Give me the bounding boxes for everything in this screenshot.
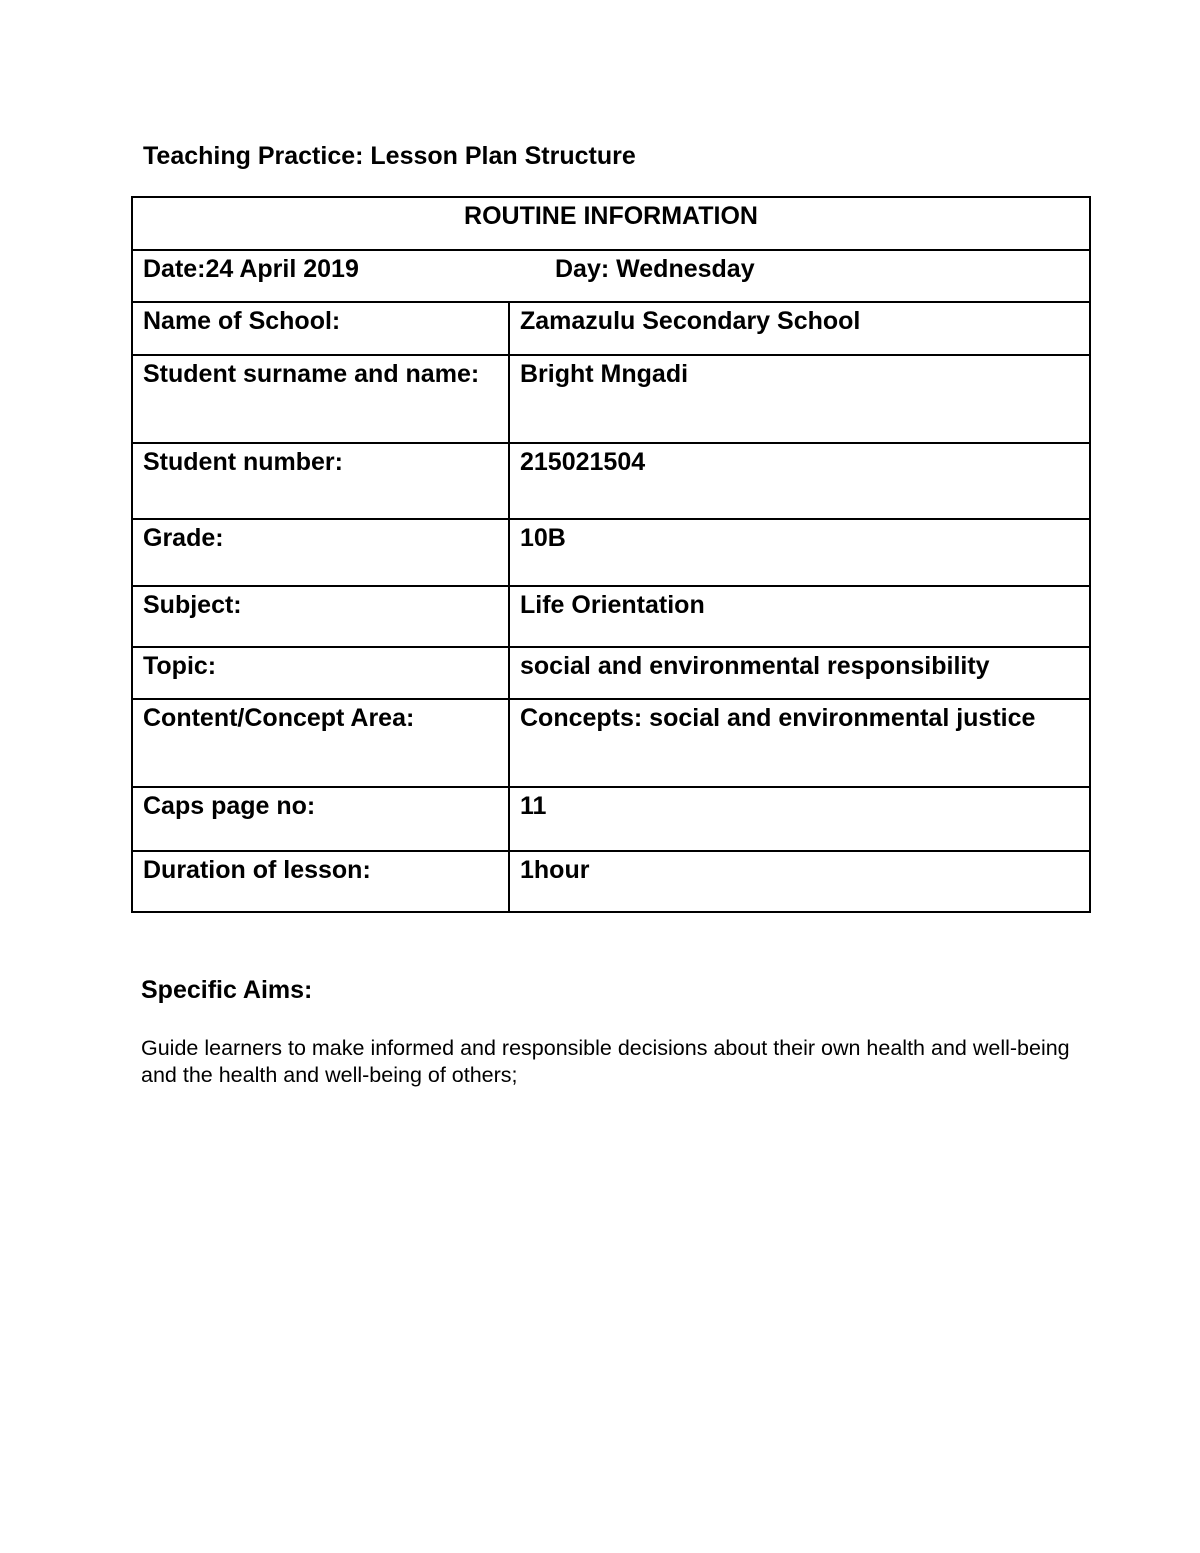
row-value: Zamazulu Secondary School (509, 302, 1090, 355)
table-row (132, 647, 1090, 699)
row-label: Topic: (132, 647, 509, 699)
table-header-row (132, 197, 1090, 250)
day-value: Day: Wednesday (555, 255, 755, 283)
date-day-cell (132, 250, 1090, 302)
row-value: Life Orientation (509, 586, 1090, 647)
row-value: 1hour (509, 851, 1090, 912)
row-value: Concepts: social and environmental justice (509, 699, 1090, 787)
row-value: 10B (509, 519, 1090, 586)
table-row (132, 699, 1090, 787)
table-row (132, 355, 1090, 443)
row-label: Student number: (132, 443, 509, 519)
table-row (132, 443, 1090, 519)
row-label: Duration of lesson: (132, 851, 509, 912)
row-label: Name of School: (132, 302, 509, 355)
routine-information-table (131, 196, 1091, 913)
table-row (132, 302, 1090, 355)
table-row (132, 787, 1090, 851)
row-label: Student surname and name: (132, 355, 509, 443)
row-value: 215021504 (509, 443, 1090, 519)
table-row (132, 851, 1090, 912)
table-row (132, 586, 1090, 647)
table-row (132, 519, 1090, 586)
row-value: 11 (509, 787, 1090, 851)
row-label: Content/Concept Area: (132, 699, 509, 787)
specific-aims-text: Guide learners to make informed and responsible decisions about their own health and well-being and the health and well-being of others; (141, 1036, 1070, 1087)
date-day-row (132, 250, 1090, 302)
row-label: Subject: (132, 586, 509, 647)
row-value: social and environmental responsibility (509, 647, 1090, 699)
row-label: Grade: (132, 519, 509, 586)
row-value: Bright Mngadi (509, 355, 1090, 443)
table-header: ROUTINE INFORMATION (132, 197, 1090, 250)
document-title: Teaching Practice: Lesson Plan Structure (143, 142, 636, 170)
specific-aims-heading: Specific Aims: (141, 976, 313, 1004)
row-label: Caps page no: (132, 787, 509, 851)
date-value: Date:24 April 2019 (143, 255, 359, 283)
